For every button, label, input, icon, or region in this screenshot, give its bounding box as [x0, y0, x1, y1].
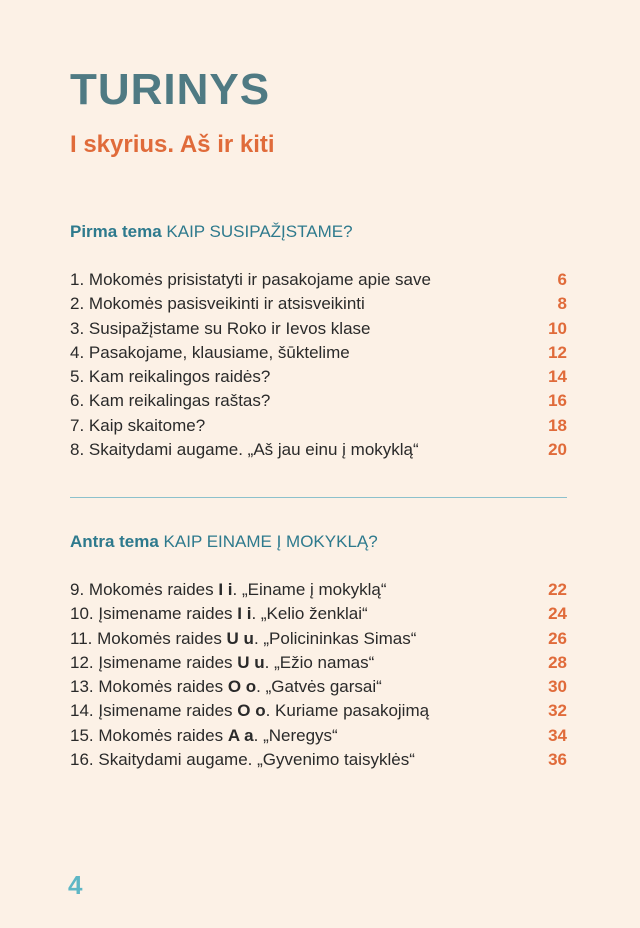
toc-page-number: 8 — [557, 294, 567, 314]
toc-item[interactable] — [70, 438, 567, 462]
toc-list-1 — [70, 268, 567, 462]
toc-page-number: 36 — [548, 750, 567, 770]
toc-item-text: 8. Skaitydami augame. „Aš jau einu į mokyklą“ — [70, 440, 419, 460]
toc-page-number: 28 — [548, 652, 567, 672]
toc-item[interactable] — [70, 699, 567, 723]
toc-item[interactable] — [70, 389, 567, 413]
theme-name: KAIP EINAME Į MOKYKLĄ? — [163, 532, 378, 551]
toc-page-number: 16 — [548, 391, 567, 411]
toc-page-number: 10 — [548, 318, 567, 338]
toc-item[interactable] — [70, 341, 567, 365]
toc-item-text: 16. Skaitydami augame. „Gyvenimo taisyklės“ — [70, 750, 415, 770]
toc-item[interactable] — [70, 317, 567, 341]
toc-item[interactable] — [70, 578, 567, 602]
section-divider — [70, 497, 567, 498]
toc-item-text: 2. Mokomės pasisveikinti ir atsisveikinti — [70, 294, 365, 314]
toc-item-text: 5. Kam reikalingos raidės? — [70, 367, 271, 387]
toc-item-text: 10. Įsimename raides I i. „Kelio ženklai“ — [70, 604, 368, 624]
theme-prefix: Antra tema — [70, 532, 159, 551]
toc-item[interactable] — [70, 414, 567, 438]
toc-item[interactable] — [70, 627, 567, 651]
toc-item[interactable] — [70, 675, 567, 699]
page-number: 4 — [68, 870, 83, 900]
toc-page-number: 34 — [548, 725, 567, 745]
toc-item-text: 3. Susipažįstame su Roko ir Ievos klase — [70, 318, 371, 338]
theme-heading-1 — [70, 223, 353, 240]
toc-item[interactable] — [70, 292, 567, 316]
toc-item[interactable] — [70, 651, 567, 675]
toc-page-number: 20 — [548, 440, 567, 460]
toc-item[interactable] — [70, 365, 567, 389]
chapter-heading: I skyrius. Aš ir kiti — [70, 131, 275, 158]
toc-list-2 — [70, 578, 567, 772]
page-title: TURINYS — [70, 65, 271, 114]
toc-item-text: 14. Įsimename raides O o. Kuriame pasakojimą — [70, 701, 430, 721]
toc-page-number: 18 — [548, 415, 567, 435]
toc-item[interactable] — [70, 268, 567, 292]
toc-page-number: 22 — [548, 580, 567, 599]
toc-item-text: 11. Mokomės raides U u. „Policininkas Simas“ — [70, 628, 417, 648]
toc-page-number: 26 — [548, 628, 567, 648]
toc-page-number: 32 — [548, 701, 567, 721]
toc-item[interactable] — [70, 724, 567, 748]
theme-heading-2 — [70, 533, 378, 550]
toc-item-text: 9. Mokomės raides I i. „Einame į mokyklą“ — [70, 580, 387, 599]
toc-page-number: 30 — [548, 677, 567, 697]
theme-prefix: Pirma tema — [70, 222, 162, 241]
toc-page-number: 14 — [548, 367, 567, 387]
toc-item[interactable] — [70, 602, 567, 626]
toc-item-text: 12. Įsimename raides U u. „Ežio namas“ — [70, 652, 375, 672]
toc-item-text: 7. Kaip skaitome? — [70, 415, 206, 435]
toc-item-text: 15. Mokomės raides A a. „Neregys“ — [70, 725, 338, 745]
toc-page-number: 24 — [548, 604, 567, 624]
toc-item-text: 4. Pasakojame, klausiame, šūktelime — [70, 342, 350, 362]
toc-page-number: 6 — [557, 270, 567, 289]
toc-item-text: 6. Kam reikalingas raštas? — [70, 391, 271, 411]
toc-page-number: 12 — [548, 342, 567, 362]
toc-item-text: 13. Mokomės raides O o. „Gatvės garsai“ — [70, 677, 382, 697]
theme-name: KAIP SUSIPAŽĮSTAME? — [166, 222, 353, 241]
toc-item[interactable] — [70, 748, 567, 772]
toc-item-text: 1. Mokomės prisistatyti ir pasakojame apie save — [70, 270, 431, 289]
